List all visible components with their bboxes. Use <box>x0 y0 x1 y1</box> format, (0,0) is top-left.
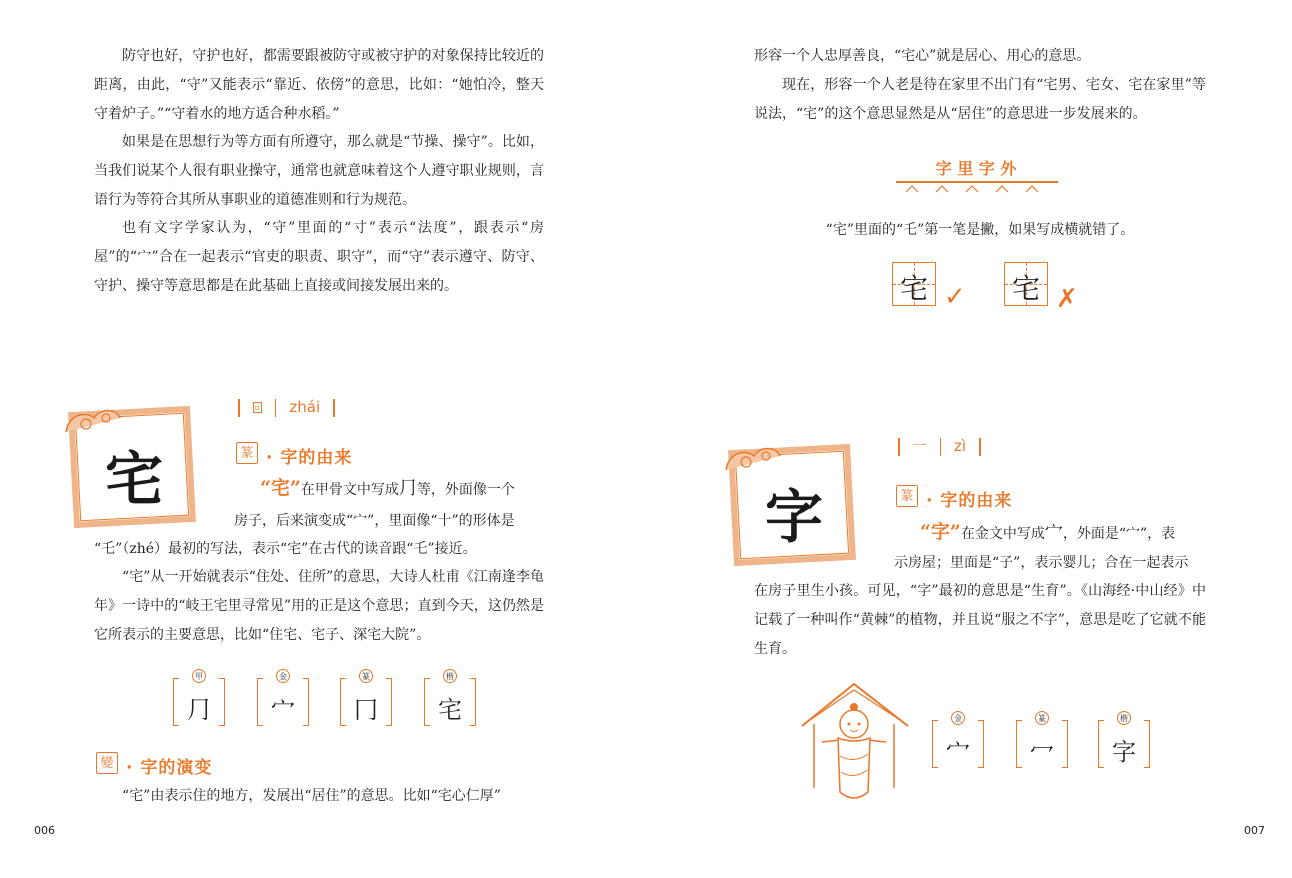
intro-paragraph-2: 如果是在思想行为等方面有所遵守，那么就是“节操、操守”。比如，当我们说某个人很有职业操守，通常也就意味着这个人遵守职业规则，言语行为等符合其所从事职业的道德准则和行为规范。 <box>94 134 544 208</box>
top-paragraph-1: 形容一个人忠厚善良，“宅心”就是居心、用心的意思。 <box>754 48 1091 64</box>
evolution-glyph: 宅 <box>438 696 462 724</box>
origin-text-1b: 等，外面像一个 <box>416 482 515 498</box>
evolution-glyph: ⺆ <box>187 696 211 724</box>
origin-text-1: 在金文中写成 <box>960 526 1045 542</box>
sidebar-title: 字 里 字 外 <box>935 159 1017 178</box>
entry-character: 宅 <box>104 445 163 513</box>
pinyin: zhái <box>289 398 321 416</box>
correct-glyph-box <box>892 262 936 306</box>
bronze-glyph-icon: 宀 <box>1044 522 1063 543</box>
origin-line-2: 房子，后来演变成“宀”，里面像“十”的形体是 <box>234 513 515 529</box>
radical-icon: 一 <box>912 439 927 455</box>
evolution-tag: 楷 <box>443 669 457 683</box>
evolution-tag: 篆 <box>359 669 373 683</box>
origin-line-3: “乇”（zhé）最初的写法，表示“宅”在古代的读音跟“乇”接近。 <box>94 541 477 557</box>
origin-line-1 <box>894 518 1206 549</box>
evolution-box <box>257 672 309 726</box>
origin-line-1 <box>234 474 546 505</box>
evolution-text: “宅”由表示住的地方，发展出“居住”的意思。比如“宅心仁厚” <box>122 788 501 804</box>
evolution-title: · 字的演变 <box>126 758 213 778</box>
evolution-box <box>340 672 392 726</box>
pinyin: zì <box>954 437 967 455</box>
wrong-glyph: 宅 <box>1011 272 1040 305</box>
meaning-paragraph: “宅”从一开始就表示“住处、住所”的意思，大诗人杜甫《江南逢李龟年》一诗中的“岐王宅里寻常见”用的正是这个意思；直到今天，这仍然是它所表示的主要意思，比如“住宅、宅子、深宅大院”。 <box>94 569 544 643</box>
evolution-glyph: 宀 <box>271 696 295 724</box>
baby-house-illustration <box>796 680 914 806</box>
evolution-tag: 甲 <box>192 669 206 683</box>
evolution-tag: 楷 <box>1117 711 1131 725</box>
top-paragraph-2: 现在，形容一个人老是待在家里不出门有“宅男、宅女、宅在家里”等说法，“宅”的这个意思显然是从“居住”的意思进一步发展来的。 <box>754 77 1206 122</box>
seal-icon: 篆 <box>896 485 918 507</box>
evolution-tag: 篆 <box>1035 711 1049 725</box>
pinyin-bar <box>898 436 994 456</box>
oracle-glyph-icon: ⺆ <box>398 478 417 499</box>
origin-text-1: 在甲骨文中写成 <box>300 482 399 498</box>
pinyin-bar <box>238 398 348 417</box>
evolution-tag: 金 <box>276 669 290 683</box>
right-page <box>646 0 1292 878</box>
evolution-glyph: 宀 <box>946 738 970 766</box>
check-icon: ✓ <box>944 282 966 312</box>
intro-paragraph-1: 防守也好，守护也好，都需要跟被防守或被守护的对象保持比较近的距离，由此，“守”又能表示“靠近、依傍”的意思，比如：“她怕冷，整天守着炉子。”“守着水的地方适合种水稻。” <box>94 48 544 122</box>
evolution-glyph: 冂 <box>354 696 378 724</box>
seal-icon: 篆 <box>236 442 258 464</box>
entry-character: 字 <box>764 483 823 551</box>
evolution-box <box>1098 714 1150 768</box>
evolution-box <box>1016 714 1068 768</box>
page-number: 006 <box>34 824 55 837</box>
origin-title: · 字的由来 <box>266 448 353 468</box>
wrong-glyph-box <box>1004 262 1048 306</box>
evolution-glyph: 冖 <box>1030 738 1054 766</box>
evolution-box <box>173 672 225 726</box>
cross-icon: ✗ <box>1056 284 1078 314</box>
evolution-glyph: 字 <box>1112 738 1136 766</box>
sidebar-text: “宅”里面的“乇”第一笔是撇，如果写成横就错了。 <box>825 222 1135 238</box>
origin-title: · 字的由来 <box>926 491 1013 511</box>
evolution-tag: 金 <box>951 711 965 725</box>
origin-text-1b: ，外面是“宀”，表 <box>1062 526 1176 542</box>
wave-ornament-icon <box>894 178 1060 196</box>
evolution-box <box>932 714 984 768</box>
origin-line-3: 在房子里生小孩。可见，“字”最初的意思是“生育”。《山海经·中山经》中记载了一种叫作“黄棘”的植物，并且说“服之不字”，意思是吃了它就不能生育。 <box>754 583 1206 657</box>
seal-icon: 變 <box>96 752 118 774</box>
evolution-box <box>424 672 476 726</box>
intro-paragraph-3: 也有文字学家认为，“守”里面的“寸”表示“法度”，跟表示“房屋”的“宀”合在一起表示“官吏的职责、职守”，而“守”表示遵守、防守、守护、操守等意思都是在此基础上直接或间接发展出来的。 <box>94 220 544 294</box>
radical-icon: ▫ <box>254 403 260 412</box>
correct-glyph: 宅 <box>899 272 928 305</box>
origin-highlight: “宅” <box>260 477 301 499</box>
origin-line-2: 示房屋；里面是“子”，表示婴儿；合在一起表示 <box>894 555 1189 571</box>
page-number: 007 <box>1244 824 1265 837</box>
origin-highlight: “字” <box>920 521 961 543</box>
